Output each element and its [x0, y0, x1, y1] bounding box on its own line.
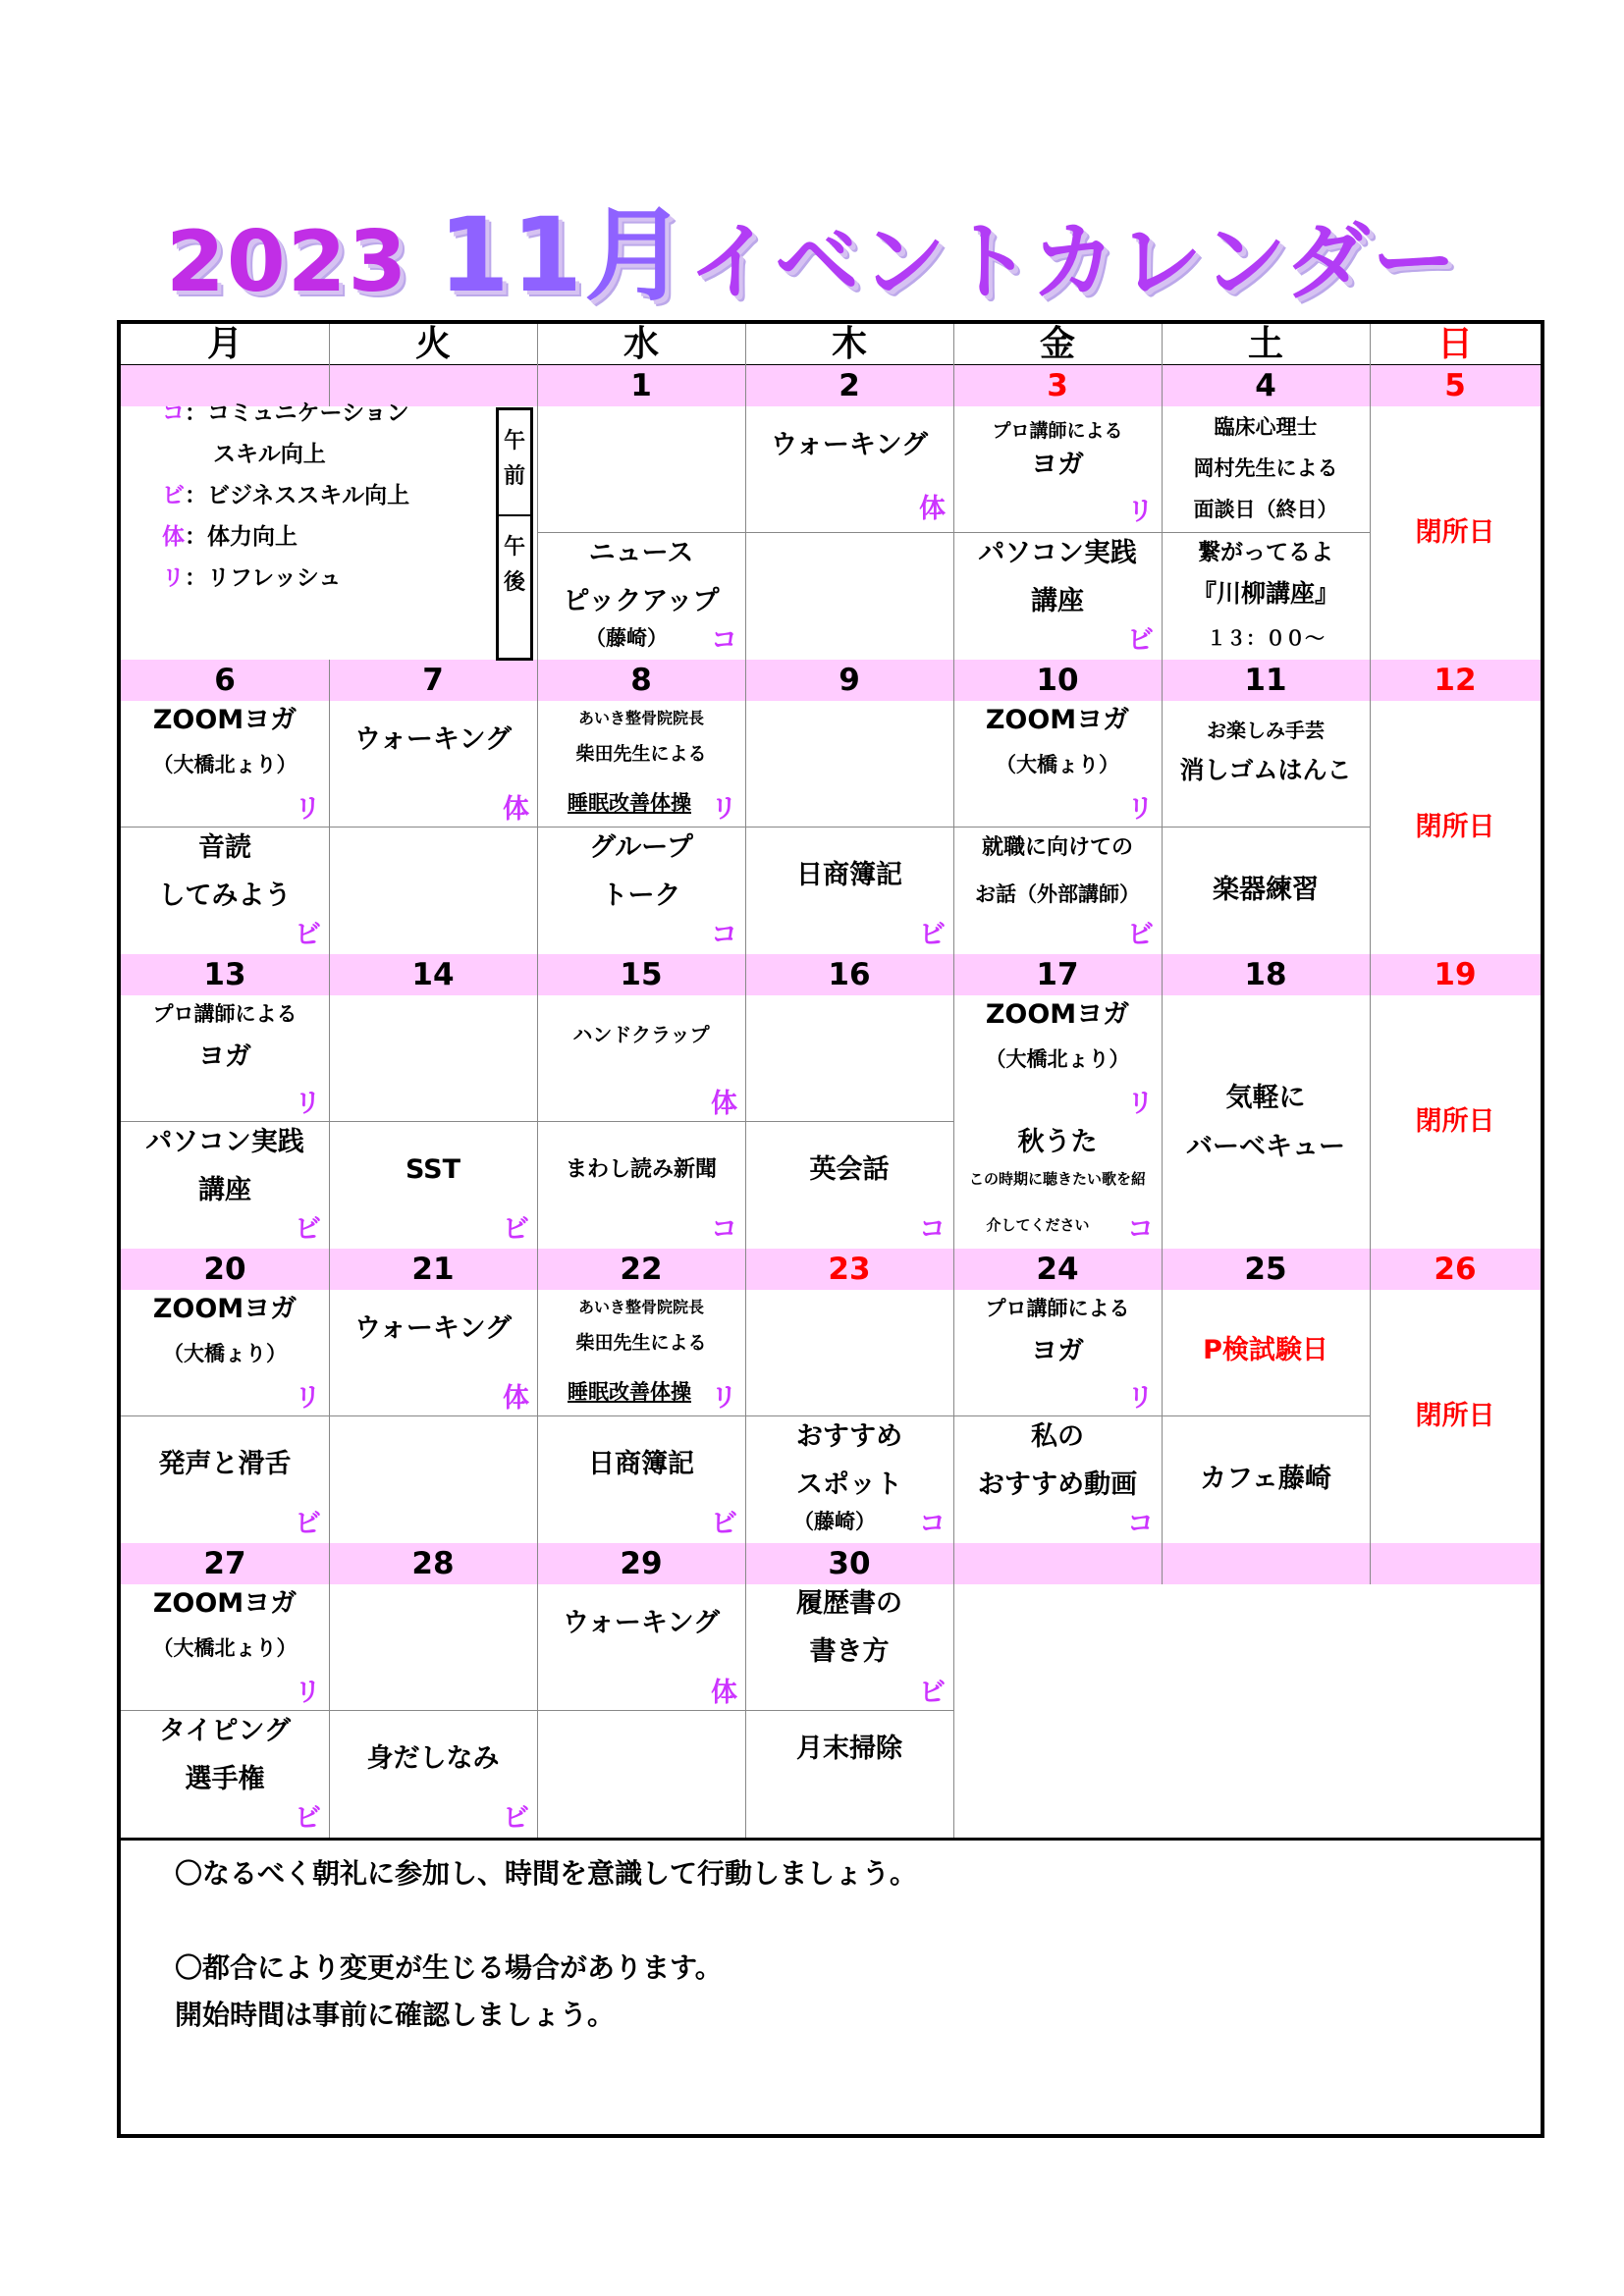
category-tag: ビ: [295, 1214, 321, 1245]
event-cell: [329, 1710, 537, 1838]
event-cell: [537, 1290, 745, 1415]
notes-section: [175, 1850, 917, 2039]
date-number: 24: [953, 1249, 1162, 1290]
event-cell: [537, 701, 745, 827]
category-tag: 体: [711, 1089, 737, 1119]
legend-item: [162, 475, 409, 516]
event-title: （藤崎）: [793, 1510, 876, 1533]
day-header-sat: 土: [1247, 324, 1283, 364]
date-number: 14: [329, 954, 537, 995]
date-number: 1: [537, 365, 745, 406]
event-cell: [1162, 532, 1370, 660]
am-label-1: 午: [503, 429, 525, 454]
date-number: 15: [537, 954, 745, 995]
day-header-tue: 火: [414, 324, 451, 364]
closed-label: 閉所日: [1415, 1401, 1495, 1431]
category-tag: ビ: [1127, 625, 1154, 656]
legend-item: [162, 558, 409, 599]
date-number: 26: [1370, 1249, 1541, 1290]
event-cell: [953, 995, 1162, 1121]
event-title: カフェ藤崎: [1200, 1464, 1331, 1494]
event-title: （大橋北ょり）: [985, 1047, 1130, 1071]
event-cell: [121, 1290, 329, 1415]
legend-text: ：リフレッシュ: [185, 565, 342, 591]
category-tag: リ: [1127, 497, 1154, 527]
category-tag: 体: [711, 1678, 737, 1708]
legend-item: [162, 434, 409, 475]
event-title: お楽しみ手芸: [1207, 719, 1325, 742]
category-tag: 体: [503, 1383, 529, 1414]
event-title: してみよう: [158, 881, 292, 911]
closed-day: [1370, 406, 1541, 660]
event-title: （藤崎）: [585, 626, 668, 650]
date-number: 29: [537, 1543, 745, 1584]
event-cell: [329, 1121, 537, 1249]
event-title: この時期に聴きたい歌を紹: [968, 1170, 1146, 1188]
event-cell: [953, 532, 1162, 660]
event-title: SST: [405, 1154, 461, 1185]
event-title: 書き方: [809, 1636, 890, 1667]
event-title: あいき整骨院院長: [577, 709, 704, 727]
date-number: 11: [1162, 660, 1370, 701]
day-header-wed: 水: [623, 324, 659, 364]
date-number: 23: [745, 1249, 953, 1290]
event-cell: [1162, 995, 1370, 1249]
pm-label-1: 午: [499, 514, 530, 565]
event-title: （大橋ょり）: [163, 1342, 287, 1365]
event-title: パソコン実践: [978, 538, 1137, 568]
event-title: 講座: [198, 1175, 251, 1205]
date-number: 7: [329, 660, 537, 701]
event-title: 私の: [1031, 1421, 1084, 1452]
closed-label: 閉所日: [1415, 812, 1495, 842]
date-number: 12: [1370, 660, 1541, 701]
event-title: 履歴書の: [796, 1588, 902, 1619]
title-year: 2023: [166, 213, 409, 311]
event-cell: [745, 827, 953, 954]
category-tag: ビ: [295, 1509, 321, 1539]
event-cell: [121, 701, 329, 827]
event-title: 柴田先生による: [575, 743, 707, 765]
event-title: ZOOMヨガ: [985, 705, 1130, 735]
event-cell: [121, 1121, 329, 1249]
event-title: 日商簿記: [588, 1449, 694, 1479]
category-tag: リ: [295, 1678, 321, 1708]
legend-item: [162, 516, 409, 558]
event-cell: [745, 1584, 953, 1710]
event-title: プロ講師による: [152, 1002, 298, 1026]
closed-day: [1370, 995, 1541, 1249]
date-number: [1162, 1543, 1370, 1584]
date-number: 9: [745, 660, 953, 701]
event-title: 講座: [1031, 586, 1084, 616]
event-title: プロ講師による: [985, 1297, 1130, 1320]
event-cell: [953, 1290, 1162, 1415]
event-title: （大橋北ょり）: [152, 753, 298, 776]
category-tag: ビ: [503, 1214, 529, 1245]
event-title: ウォーキング: [562, 1608, 721, 1638]
date-number: 19: [1370, 954, 1541, 995]
day-header-sun: 日: [1436, 324, 1473, 364]
event-title: まわし読み新聞: [565, 1157, 717, 1182]
am-label-2: 前: [503, 464, 525, 489]
event-title: ハンドクラップ: [572, 1023, 710, 1046]
event-cell: [1162, 1290, 1370, 1415]
event-cell: [329, 1290, 537, 1415]
date-number: 17: [953, 954, 1162, 995]
event-title: ZOOMヨガ: [985, 999, 1130, 1030]
category-tag: コ: [1127, 1509, 1154, 1539]
event-title: 音読: [198, 832, 251, 863]
event-title: 介してください: [986, 1216, 1090, 1234]
category-tag: コ: [711, 1214, 737, 1245]
date-number: 30: [745, 1543, 953, 1584]
event-cell: [537, 1584, 745, 1710]
date-number: 3: [953, 365, 1162, 406]
legend-text: ：コミュニケーション: [185, 400, 409, 426]
event-title: グループ: [589, 832, 693, 863]
page-title: [0, 195, 1624, 316]
event-title: ピックアップ: [563, 586, 720, 616]
event-cell: [745, 1415, 953, 1543]
event-title: スポット: [796, 1469, 902, 1500]
event-cell: [537, 827, 745, 954]
event-cell: [745, 1710, 953, 1838]
category-tag: ビ: [503, 1803, 529, 1834]
event-cell: [121, 1415, 329, 1543]
event-title: 『川柳講座』: [1191, 579, 1339, 608]
event-title: 就職に向けての: [981, 835, 1133, 860]
calendar-grid: [117, 320, 1544, 2138]
legend-key: リ: [162, 565, 185, 591]
date-number: 6: [121, 660, 329, 701]
date-number: 25: [1162, 1249, 1370, 1290]
closed-day: [1370, 1290, 1541, 1543]
date-number: [953, 1543, 1162, 1584]
event-cell: [953, 1415, 1162, 1543]
category-tag: コ: [711, 625, 737, 656]
date-number: 2: [745, 365, 953, 406]
title-rest: イベントカレンダー: [688, 213, 1458, 311]
event-title: 選手権: [185, 1764, 265, 1794]
day-header-fri: 金: [1039, 324, 1075, 364]
legend-key: ビ: [162, 483, 185, 508]
event-title: 発声と滑舌: [158, 1449, 292, 1479]
event-title: バーベキュー: [1186, 1132, 1345, 1162]
event-cell: [121, 995, 329, 1121]
event-title: プロ講師による: [992, 420, 1123, 442]
date-number: 4: [1162, 365, 1370, 406]
category-tag: リ: [295, 1383, 321, 1414]
category-tag: リ: [295, 794, 321, 825]
event-title: トーク: [601, 881, 681, 911]
event-title: 楽器練習: [1213, 875, 1319, 905]
event-title: 柴田先生による: [575, 1332, 707, 1354]
event-cell: [121, 1710, 329, 1838]
event-title: （大橋ょり）: [996, 753, 1119, 776]
event-cell: [537, 995, 745, 1121]
category-tag: リ: [1127, 1383, 1154, 1414]
category-tag: リ: [1127, 1089, 1154, 1119]
event-title: 睡眠改善体操: [568, 791, 691, 815]
legend-item: [162, 393, 409, 434]
event-title: ニュース: [588, 538, 694, 568]
event-cell: [1162, 406, 1370, 532]
event-cell: [953, 701, 1162, 827]
event-cell: [121, 1584, 329, 1710]
event-title: おすすめ: [795, 1421, 903, 1452]
legend-text: ：ビジネススキル向上: [185, 483, 410, 508]
note-line: 開始時間は事前に確認しましょう。: [175, 1999, 616, 2031]
pm-label-2: 後: [503, 570, 525, 595]
event-title: パソコン実践: [145, 1127, 304, 1157]
event-title: （大橋北ょり）: [152, 1636, 298, 1660]
closed-label: 閉所日: [1415, 517, 1495, 548]
legend-key: コ: [162, 400, 185, 426]
event-title: タイピング: [159, 1716, 291, 1746]
event-title: ウォーキング: [353, 1313, 513, 1344]
legend-text: ：体力向上: [185, 524, 298, 550]
date-number: 13: [121, 954, 329, 995]
date-number: 10: [953, 660, 1162, 701]
event-title: 岡村先生による: [1193, 456, 1338, 480]
event-cell: [953, 827, 1162, 954]
category-tag: リ: [1127, 794, 1154, 825]
event-cell: [537, 532, 745, 660]
event-title: 身だしなみ: [366, 1743, 500, 1774]
date-number: 18: [1162, 954, 1370, 995]
event-title: P検試験日: [1203, 1335, 1328, 1365]
category-tag: ビ: [1127, 920, 1154, 950]
event-title: 気軽に: [1225, 1083, 1306, 1113]
event-title: １３：００～: [1207, 626, 1325, 650]
category-tag: コ: [1127, 1214, 1154, 1245]
legend-text: スキル向上: [213, 442, 326, 467]
event-title: 英会話: [809, 1154, 890, 1185]
event-title: 月末掃除: [796, 1734, 902, 1764]
event-title: 消しゴムはんこ: [1179, 756, 1352, 784]
category-tag: ビ: [919, 1678, 946, 1708]
date-number: 5: [1370, 365, 1541, 406]
category-tag: リ: [711, 794, 737, 825]
event-cell: [745, 1121, 953, 1249]
day-header-mon: 月: [206, 324, 243, 364]
event-cell: [745, 406, 953, 532]
category-tag: コ: [919, 1509, 946, 1539]
event-title: ZOOMヨガ: [152, 1588, 298, 1619]
category-tag: ビ: [919, 920, 946, 950]
event-title: おすすめ動画: [977, 1469, 1138, 1500]
date-number: 21: [329, 1249, 537, 1290]
event-title: あいき整骨院院長: [577, 1298, 704, 1316]
category-tag: ビ: [711, 1509, 737, 1539]
event-cell: [121, 827, 329, 954]
event-cell: [329, 701, 537, 827]
category-tag: ビ: [295, 920, 321, 950]
date-number: [1370, 1543, 1541, 1584]
date-number: 28: [329, 1543, 537, 1584]
event-title: 日商簿記: [796, 860, 902, 890]
legend-key: 体: [162, 524, 185, 550]
date-number: 16: [745, 954, 953, 995]
event-title: 面談日（終日）: [1193, 498, 1338, 521]
legend: [162, 393, 409, 599]
category-tag: 体: [503, 794, 529, 825]
event-title: 秋うた: [1017, 1127, 1098, 1157]
event-title: ヨガ: [1031, 1336, 1084, 1366]
date-number: 22: [537, 1249, 745, 1290]
event-title: 繋がってるよ: [1198, 540, 1333, 565]
category-tag: ビ: [295, 1803, 321, 1834]
event-cell: [1162, 701, 1370, 827]
category-tag: コ: [711, 920, 737, 950]
event-title: ウォーキング: [770, 430, 929, 460]
event-title: ヨガ: [198, 1041, 251, 1072]
event-cell: [953, 406, 1162, 532]
note-line: 〇都合により変更が生じる場合があります。: [175, 1951, 723, 1984]
event-title: ZOOMヨガ: [152, 705, 298, 735]
closed-label: 閉所日: [1415, 1106, 1495, 1137]
event-cell: [537, 1415, 745, 1543]
category-tag: リ: [295, 1089, 321, 1119]
event-cell: [953, 1121, 1162, 1249]
date-number: 8: [537, 660, 745, 701]
event-title: ウォーキング: [353, 724, 513, 755]
event-cell: [537, 1121, 745, 1249]
closed-day: [1370, 701, 1541, 954]
note-spacer: [175, 1897, 917, 1945]
date-number: 20: [121, 1249, 329, 1290]
day-header-thu: 木: [831, 324, 867, 364]
note-line: 〇なるべく朝礼に参加し、時間を意識して行動しましょう。: [175, 1857, 918, 1890]
event-cell: [1162, 827, 1370, 954]
category-tag: コ: [919, 1214, 946, 1245]
event-title: 睡眠改善体操: [568, 1380, 691, 1404]
event-title: ヨガ: [1031, 450, 1084, 480]
category-tag: 体: [919, 494, 946, 524]
event-title: 臨床心理士: [1214, 415, 1318, 439]
event-title: ZOOMヨガ: [152, 1294, 298, 1324]
category-tag: リ: [711, 1383, 737, 1414]
date-number: 27: [121, 1543, 329, 1584]
event-cell: [1162, 1415, 1370, 1543]
event-title: お話（外部講師）: [975, 882, 1140, 906]
title-month: 11月: [438, 195, 689, 315]
